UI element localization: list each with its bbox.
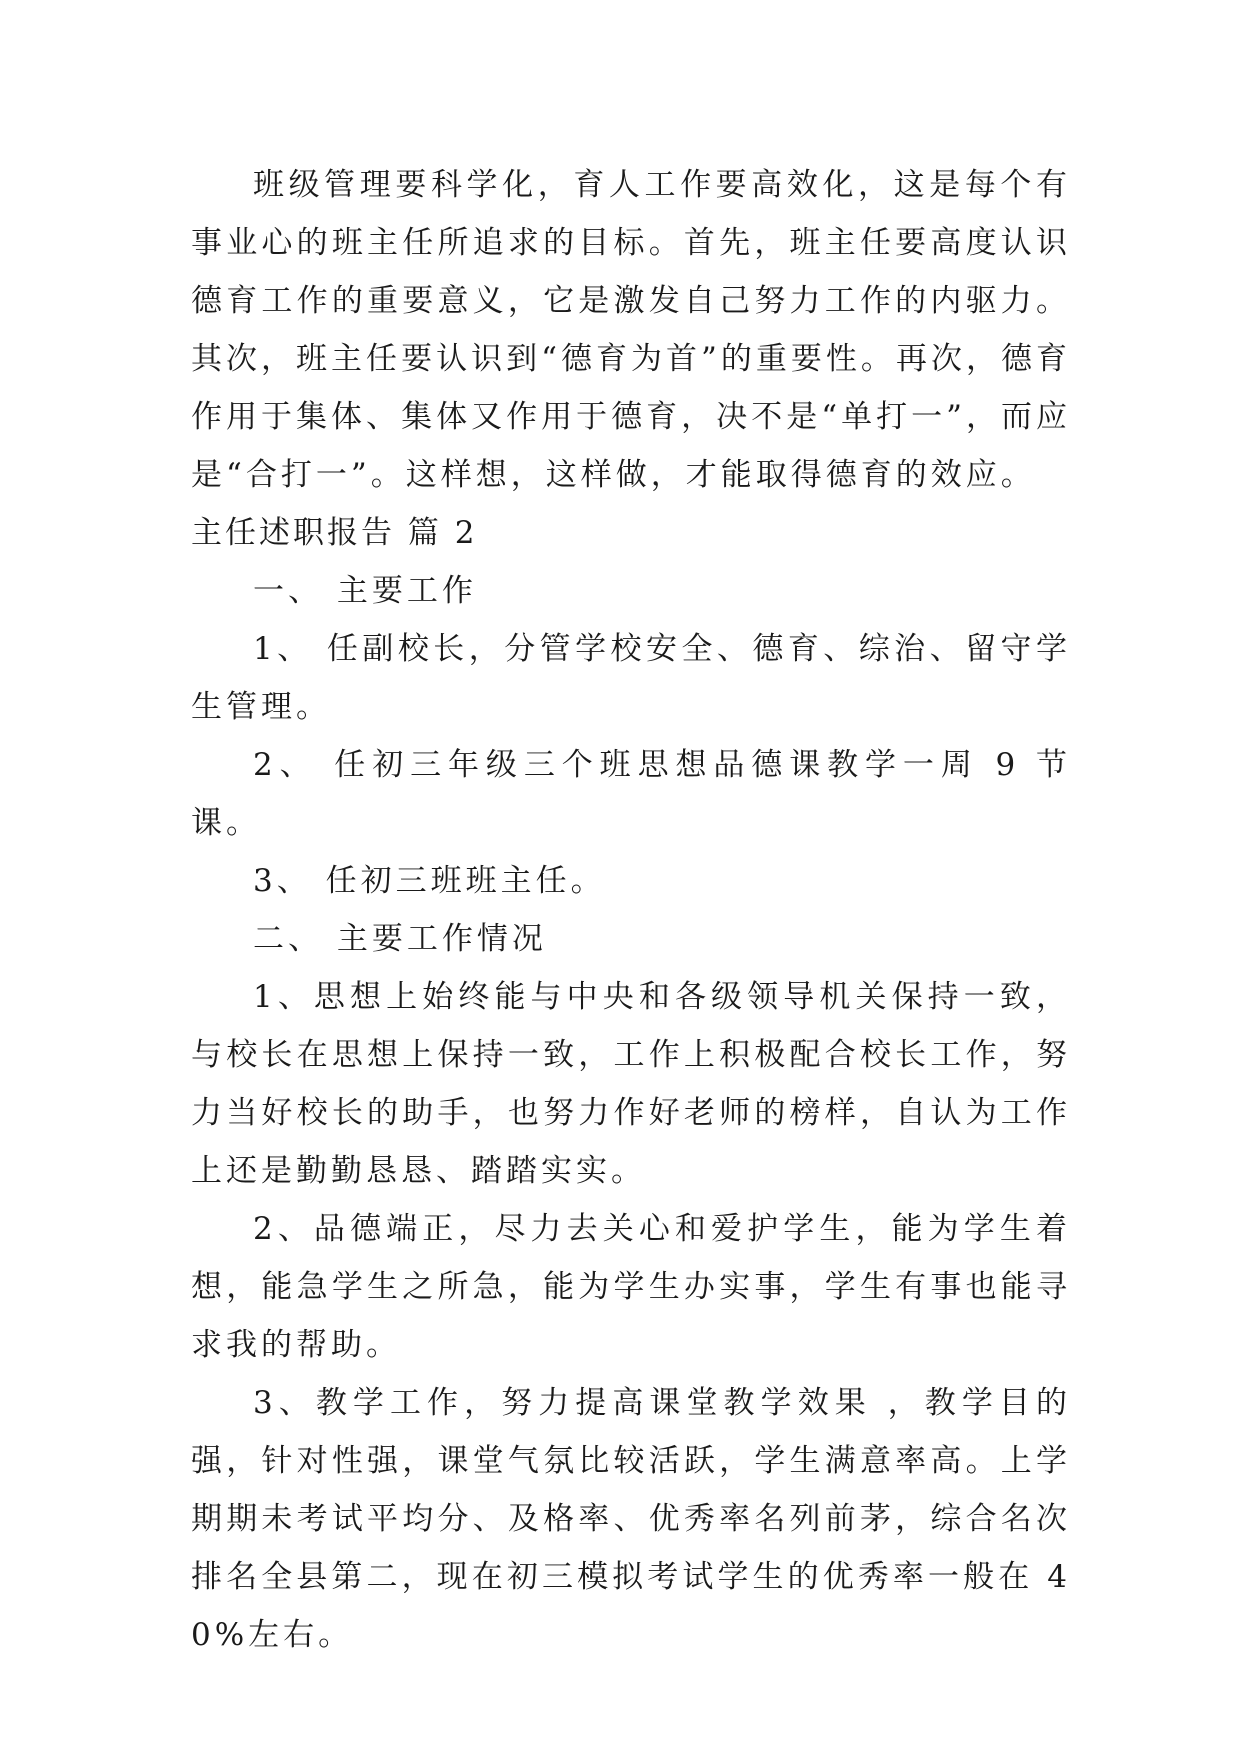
part2-item-1: 1、思想上始终能与中央和各级领导机关保持一致，与校长在思想上保持一致，工作上积极配合校长工作，努力当好校长的助手，也努力作好老师的榜样，自认为工作上还是勤勤恳恳、踏踏实实。 — [191, 979, 1071, 1189]
part1-item-1: 1、 任副校长，分管学校安全、德育、综治、留守学生管理。 — [191, 631, 1071, 725]
intro-paragraph: 班级管理要科学化，育人工作要高效化，这是每个有事业心的班主任所追求的目标。首先，班主任要高度认识德育工作的重要意义，它是激发自己努力工作的内驱力。其次，班主任要认识到“德育为首”的重要性。再次，德育作用于集体、集体又作用于德育，决不是“单打一”，而应是“合打一”。这样想，这样做，才能取得德育的效应。 — [191, 167, 1071, 493]
section-title: 主任述职报告 篇 2 — [191, 515, 478, 551]
part1-title: 一、 主要工作 — [253, 573, 477, 609]
part1-item-2: 2、 任初三年级三个班思想品德课教学一周 9 节课。 — [191, 747, 1071, 841]
part2-item-3: 3、教学工作，努力提高课堂教学效果 ，教学目的强，针对性强，课堂气氛比较活跃，学生满意率高。上学期期未考试平均分、及格率、优秀率名列前茅，综合名次排名全县第二，现在初三模拟考试学生的优秀率一般在 40%左右。 — [191, 1385, 1071, 1653]
document-body — [191, 156, 1071, 1664]
part2-title: 二、 主要工作情况 — [253, 921, 547, 957]
part1-item-3: 3、 任初三班班主任。 — [253, 863, 606, 899]
part2-item-2: 2、品德端正，尽力去关心和爱护学生，能为学生着想，能急学生之所急，能为学生办实事，学生有事也能寻求我的帮助。 — [191, 1211, 1071, 1363]
